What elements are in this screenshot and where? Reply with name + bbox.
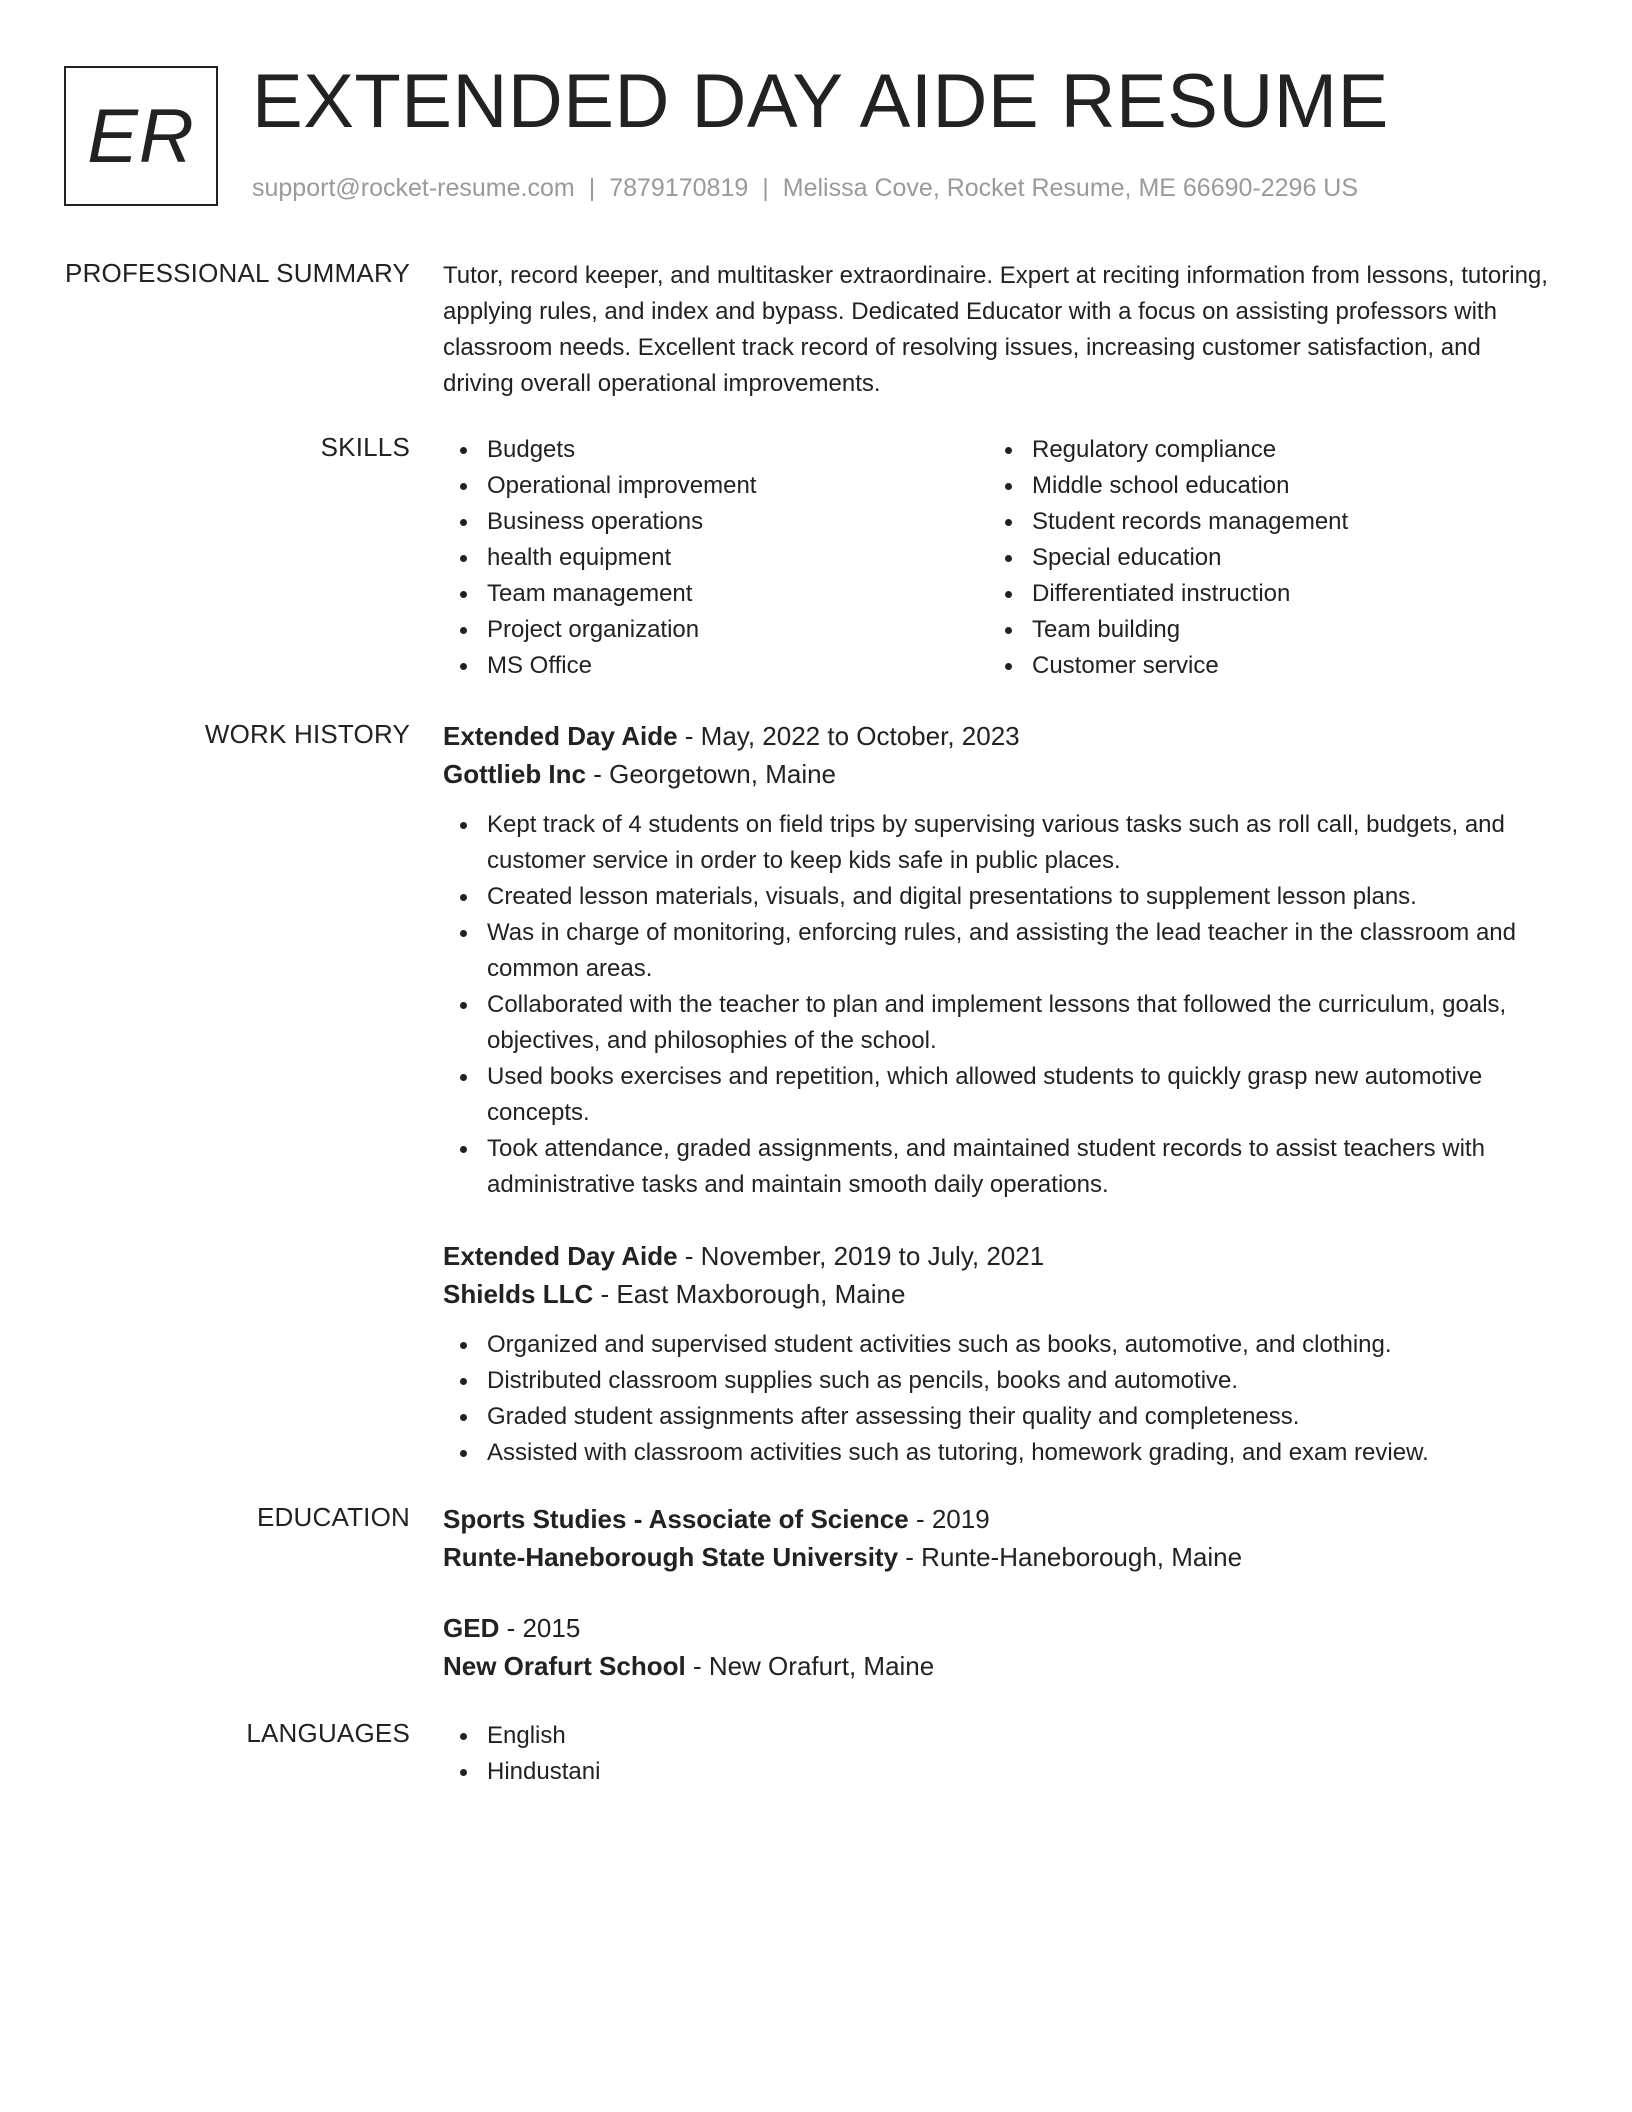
job-company-line — [443, 1275, 1553, 1313]
job-duty: Organized and supervised student activities such as books, automotive, and clothing. — [443, 1327, 1553, 1363]
job-entry — [443, 1237, 1553, 1471]
skill-item: Regulatory compliance — [988, 432, 1533, 468]
degree-name: Sports Studies - Associate of Science — [443, 1504, 909, 1534]
language-item: Hindustani — [443, 1754, 1553, 1790]
job-location: - East Maxborough, Maine — [600, 1279, 906, 1309]
job-duty: Created lesson materials, visuals, and digital presentations to supplement lesson plans. — [443, 879, 1553, 915]
skill-item: Student records management — [988, 504, 1533, 540]
work-history-body — [443, 717, 1553, 1471]
summary-heading: PROFESSIONAL SUMMARY — [65, 258, 410, 288]
skills-heading: SKILLS — [320, 432, 410, 462]
education-entry — [443, 1609, 1553, 1685]
education-heading: EDUCATION — [257, 1502, 410, 1532]
contact-phone: 7879170819 — [609, 174, 749, 202]
job-location: - Georgetown, Maine — [593, 759, 837, 789]
languages-heading: LANGUAGES — [246, 1718, 410, 1748]
degree-line — [443, 1500, 1553, 1538]
job-duty: Took attendance, graded assignments, and maintained student records to assist teachers with administrative tasks and maintain smooth daily operations. — [443, 1131, 1553, 1203]
summary-body — [443, 258, 1553, 402]
job-duty: Assisted with classroom activities such as tutoring, homework grading, and exam review. — [443, 1435, 1553, 1471]
job-title-line — [443, 1237, 1553, 1275]
job-dates: - November, 2019 to July, 2021 — [684, 1241, 1045, 1271]
job-duty: Collaborated with the teacher to plan and implement lessons that followed the curriculum, goals, objectives, and philosophies of the school. — [443, 987, 1553, 1059]
work-history-heading: WORK HISTORY — [204, 719, 410, 749]
languages-list — [443, 1718, 1553, 1790]
skills-columns — [443, 432, 1553, 684]
skills-right-list — [988, 432, 1533, 684]
contact-separator: | — [762, 174, 769, 202]
degree-year: - 2019 — [915, 1504, 990, 1534]
skill-item: MS Office — [443, 648, 988, 684]
skill-item: Team management — [443, 576, 988, 612]
job-company-line — [443, 755, 1553, 793]
job-company: Gottlieb Inc — [443, 759, 586, 789]
job-duties-list — [443, 1327, 1553, 1471]
job-title-line — [443, 717, 1553, 755]
school-line — [443, 1538, 1553, 1576]
education-entry — [443, 1500, 1553, 1576]
job-duty: Graded student assignments after assessing their quality and completeness. — [443, 1399, 1553, 1435]
job-title: Extended Day Aide — [443, 721, 678, 751]
job-dates: - May, 2022 to October, 2023 — [684, 721, 1020, 751]
job-duty: Was in charge of monitoring, enforcing rules, and assisting the lead teacher in the classroom and common areas. — [443, 915, 1553, 987]
job-entry — [443, 717, 1553, 1203]
languages-body — [443, 1718, 1553, 1790]
degree-year: - 2015 — [506, 1613, 581, 1643]
skill-item: health equipment — [443, 540, 988, 576]
job-company: Shields LLC — [443, 1279, 594, 1309]
skills-body — [443, 432, 1553, 684]
skill-item: Operational improvement — [443, 468, 988, 504]
contact-email: support@rocket-resume.com — [252, 174, 575, 202]
skill-item: Budgets — [443, 432, 988, 468]
language-item: English — [443, 1718, 1553, 1754]
job-duties-list — [443, 807, 1553, 1203]
skill-item: Middle school education — [988, 468, 1533, 504]
monogram-badge: ER — [64, 66, 218, 206]
resume-title: EXTENDED DAY AIDE RESUME — [252, 59, 1389, 144]
degree-name: GED — [443, 1613, 500, 1643]
skill-item: Project organization — [443, 612, 988, 648]
job-duty: Distributed classroom supplies such as pencils, books and automotive. — [443, 1363, 1553, 1399]
school-location: - Runte-Haneborough, Maine — [905, 1542, 1243, 1572]
job-duty: Used books exercises and repetition, which allowed students to quickly grasp new automotive concepts. — [443, 1059, 1553, 1131]
skill-item: Differentiated instruction — [988, 576, 1533, 612]
contact-address: Melissa Cove, Rocket Resume, ME 66690-2296 US — [782, 174, 1359, 202]
school-line — [443, 1647, 1553, 1685]
school-location: - New Orafurt, Maine — [692, 1651, 935, 1681]
contact-separator: | — [588, 174, 596, 202]
job-duty: Kept track of 4 students on field trips by supervising various tasks such as roll call, budgets, and customer service in order to keep kids safe in public places. — [443, 807, 1553, 879]
skill-item: Special education — [988, 540, 1533, 576]
summary-text: Tutor, record keeper, and multitasker extraordinaire. Expert at reciting information from lessons, tutoring, applying rules, and index and bypass. Dedicated Educator with a focus on assisting professors with classroom needs. Excellent track record of resolving issues, increasing customer satisfaction, and driving overall operational improvements. — [443, 262, 1548, 397]
skills-left-list — [443, 432, 988, 684]
school-name: New Orafurt School — [443, 1651, 686, 1681]
job-title: Extended Day Aide — [443, 1241, 678, 1271]
contact-line — [252, 174, 1358, 203]
skill-item: Business operations — [443, 504, 988, 540]
school-name: Runte-Haneborough State University — [443, 1542, 899, 1572]
education-body — [443, 1500, 1553, 1685]
skill-item: Customer service — [988, 648, 1533, 684]
resume-header — [64, 59, 1564, 216]
degree-line — [443, 1609, 1553, 1647]
skill-item: Team building — [988, 612, 1533, 648]
